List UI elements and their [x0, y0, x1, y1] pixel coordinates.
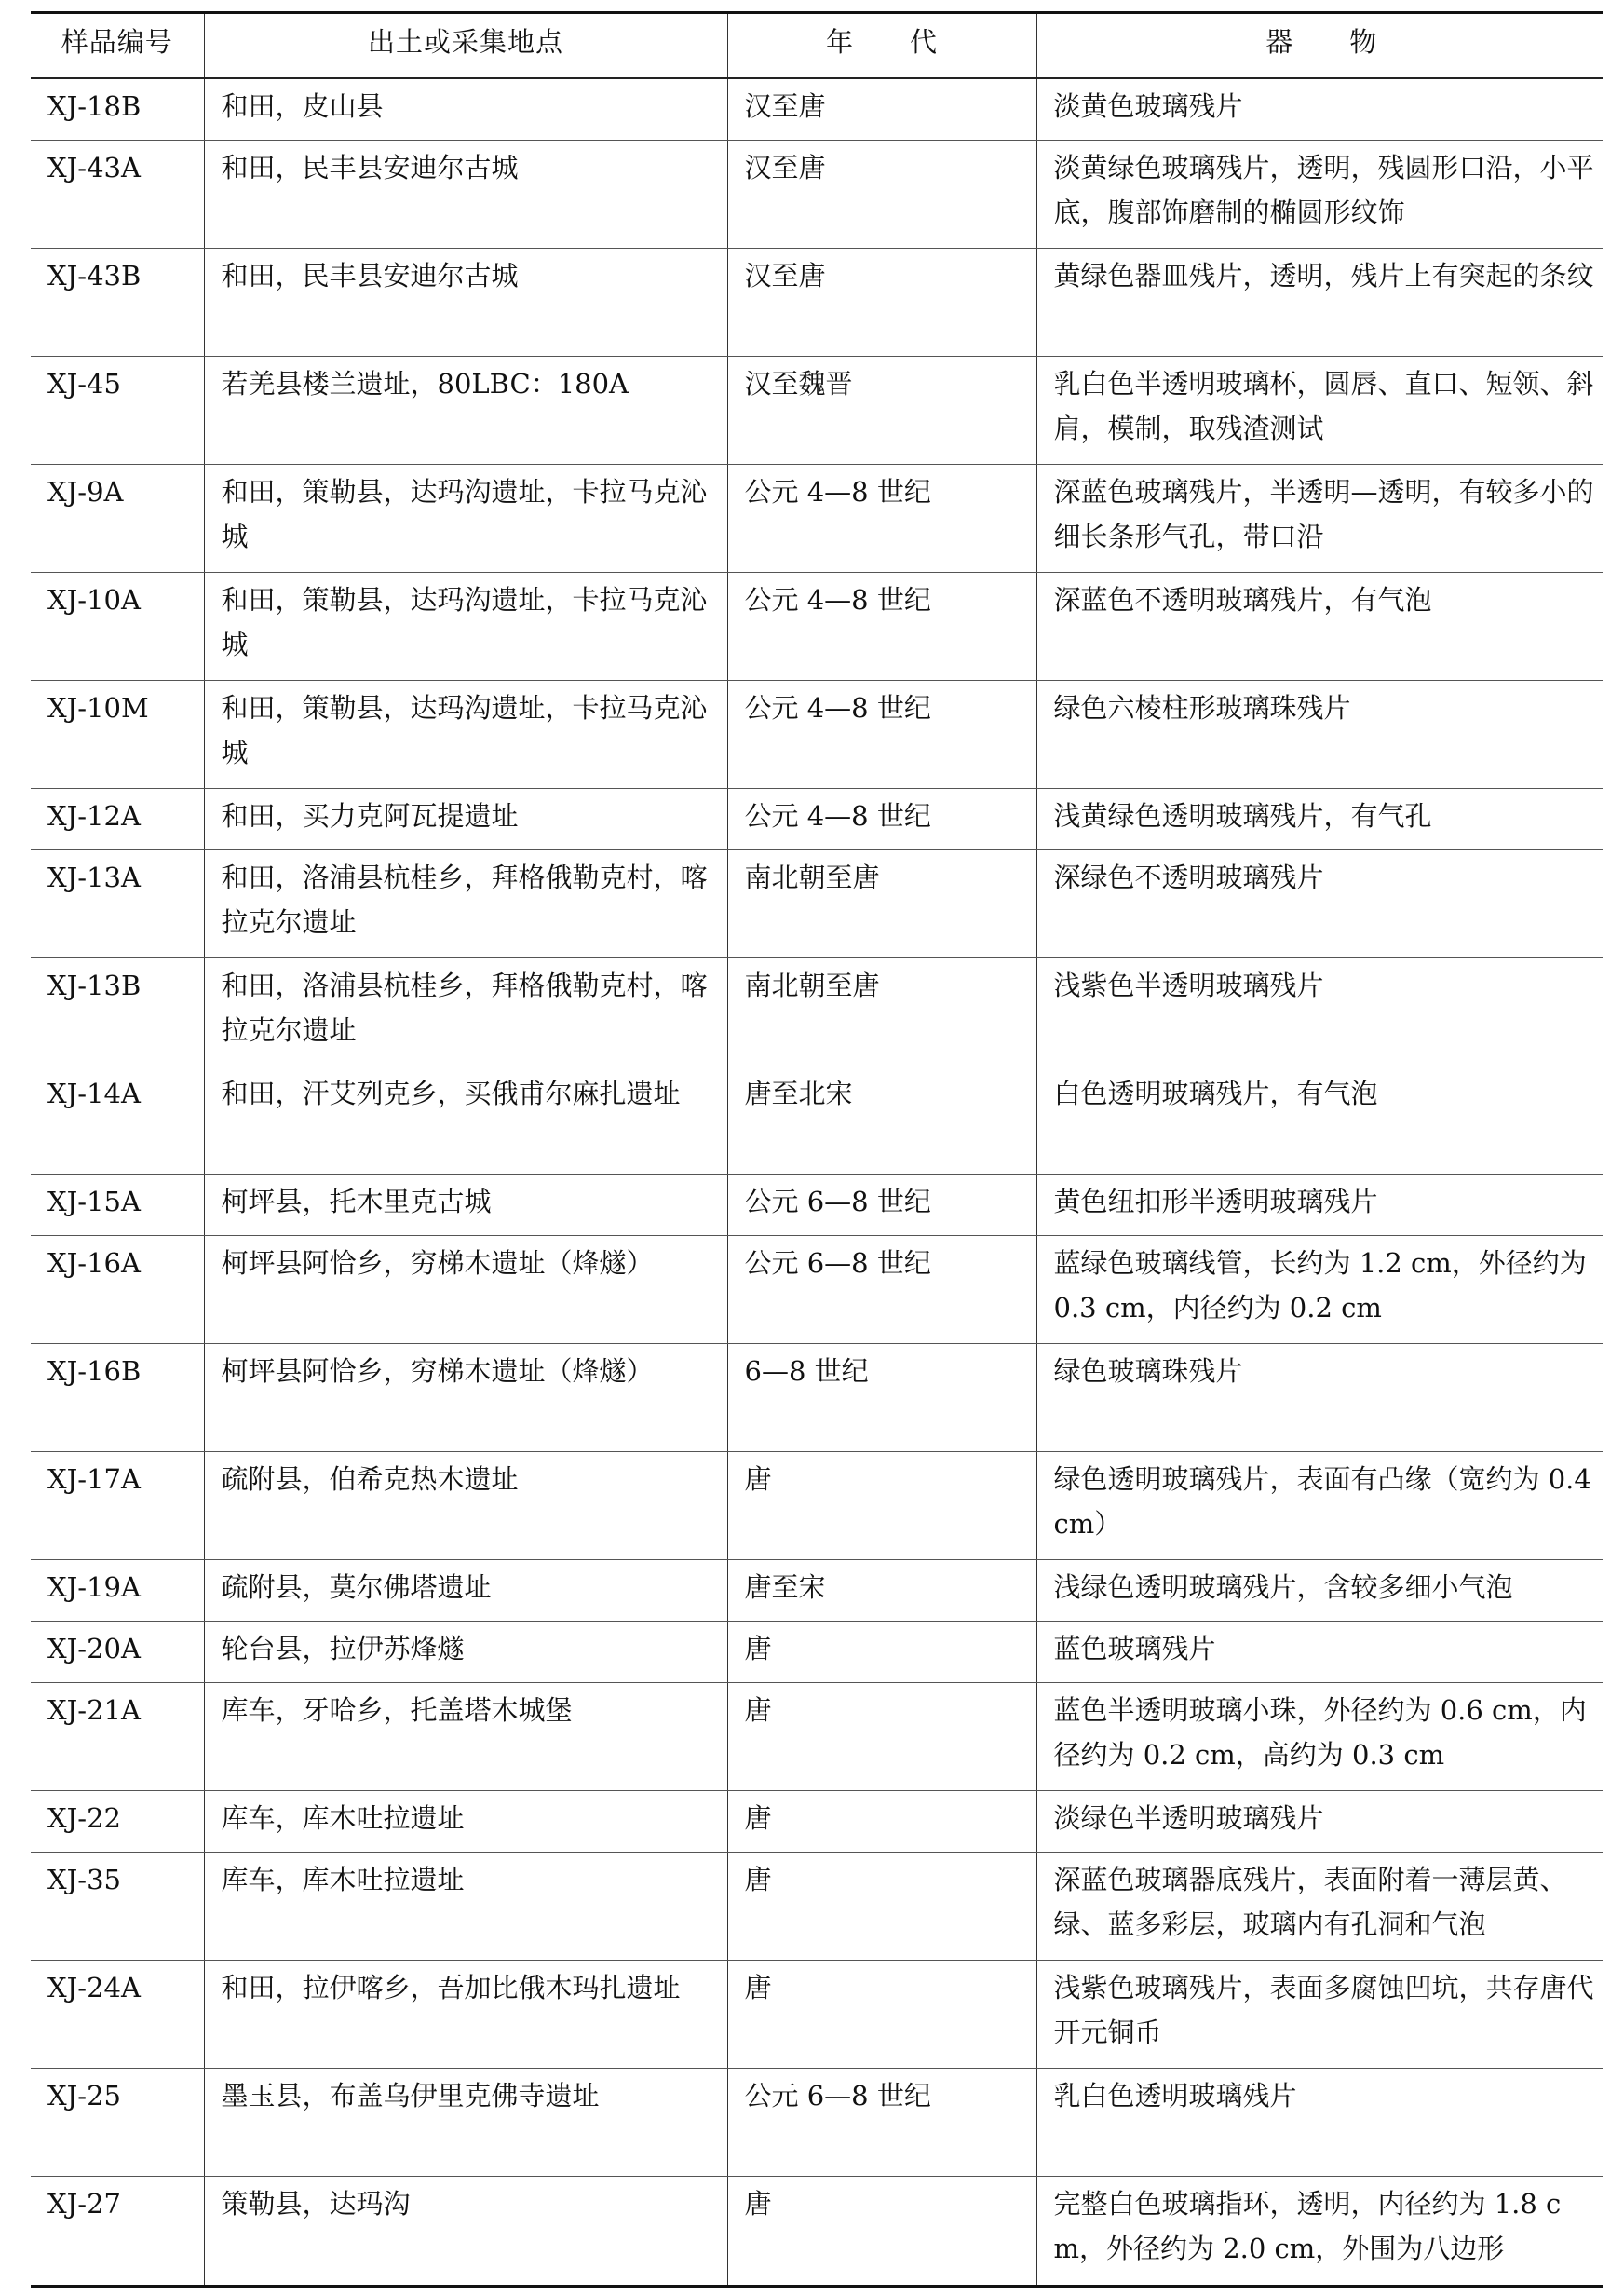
site-cell: 和田，策勒县，达玛沟遗址，卡拉马克沁城 [204, 464, 727, 572]
period-cell: 南北朝至唐 [727, 849, 1036, 957]
object-cell: 蓝色玻璃残片 [1036, 1621, 1603, 1682]
object-cell: 深蓝色玻璃器底残片，表面附着一薄层黄、绿、蓝多彩层，玻璃内有孔洞和气泡 [1036, 1852, 1603, 1960]
period-cell: 汉至魏晋 [727, 356, 1036, 464]
period-cell: 6—8 世纪 [727, 1343, 1036, 1451]
table-row [31, 2176, 1603, 2286]
site-cell: 库车，库木吐拉遗址 [204, 1790, 727, 1852]
table-row [31, 1235, 1603, 1343]
object-cell: 淡绿色半透明玻璃残片 [1036, 1790, 1603, 1852]
table-row [31, 78, 1603, 140]
period-cell: 唐至北宋 [727, 1066, 1036, 1174]
table-row [31, 1559, 1603, 1621]
table-row [31, 1174, 1603, 1235]
object-cell: 蓝色半透明玻璃小珠，外径约为 0.6 cm，内径约为 0.2 cm，高约为 0.3 cm [1036, 1682, 1603, 1790]
site-cell: 柯坪县阿恰乡，穷梯木遗址（烽燧） [204, 1235, 727, 1343]
period-cell: 汉至唐 [727, 248, 1036, 356]
sample-id-cell: XJ-35 [31, 1852, 204, 1960]
site-cell: 轮台县，拉伊苏烽燧 [204, 1621, 727, 1682]
object-cell: 乳白色透明玻璃残片 [1036, 2068, 1603, 2176]
period-cell: 南北朝至唐 [727, 957, 1036, 1066]
sample-id-cell: XJ-14A [31, 1066, 204, 1174]
object-cell: 浅紫色玻璃残片，表面多腐蚀凹坑，共存唐代开元铜币 [1036, 1960, 1603, 2068]
sample-id-cell: XJ-21A [31, 1682, 204, 1790]
object-cell: 白色透明玻璃残片，有气泡 [1036, 1066, 1603, 1174]
table-row [31, 1682, 1603, 1790]
site-cell: 和田，策勒县，达玛沟遗址，卡拉马克沁城 [204, 680, 727, 788]
sample-id-cell: XJ-12A [31, 788, 204, 849]
table-row [31, 1343, 1603, 1451]
site-cell: 和田，买力克阿瓦提遗址 [204, 788, 727, 849]
object-cell: 深绿色不透明玻璃残片 [1036, 849, 1603, 957]
site-cell: 和田，民丰县安迪尔古城 [204, 140, 727, 248]
table-row [31, 1621, 1603, 1682]
site-cell: 柯坪县，托木里克古城 [204, 1174, 727, 1235]
period-cell: 唐 [727, 1621, 1036, 1682]
sample-id-cell: XJ-18B [31, 78, 204, 140]
site-cell: 和田，拉伊喀乡，吾加比俄木玛扎遗址 [204, 1960, 727, 2068]
period-cell: 唐 [727, 1790, 1036, 1852]
period-cell: 唐 [727, 2176, 1036, 2286]
column-header-sample-id: 样品编号 [31, 13, 204, 79]
sample-id-cell: XJ-9A [31, 464, 204, 572]
sample-id-cell: XJ-15A [31, 1174, 204, 1235]
sample-id-cell: XJ-16A [31, 1235, 204, 1343]
object-cell: 淡黄绿色玻璃残片，透明，残圆形口沿，小平底，腹部饰磨制的椭圆形纹饰 [1036, 140, 1603, 248]
site-cell: 疏附县，伯希克热木遗址 [204, 1451, 727, 1559]
site-cell: 策勒县，达玛沟 [204, 2176, 727, 2286]
sample-id-cell: XJ-43B [31, 248, 204, 356]
period-cell: 唐至宋 [727, 1559, 1036, 1621]
period-cell: 唐 [727, 1960, 1036, 2068]
table-row [31, 356, 1603, 464]
sample-id-cell: XJ-22 [31, 1790, 204, 1852]
column-header-site: 出土或采集地点 [204, 13, 727, 79]
period-cell: 公元 4—8 世纪 [727, 788, 1036, 849]
period-cell: 公元 4—8 世纪 [727, 680, 1036, 788]
site-cell: 和田，洛浦县杭桂乡，拜格俄勒克村，喀拉克尔遗址 [204, 849, 727, 957]
table-row [31, 957, 1603, 1066]
period-cell: 唐 [727, 1852, 1036, 1960]
period-cell: 公元 6—8 世纪 [727, 2068, 1036, 2176]
period-cell: 汉至唐 [727, 78, 1036, 140]
site-cell: 和田，汗艾列克乡，买俄甫尔麻扎遗址 [204, 1066, 727, 1174]
object-cell: 绿色透明玻璃残片，表面有凸缘（宽约为 0.4 cm） [1036, 1451, 1603, 1559]
table-row [31, 464, 1603, 572]
site-cell: 墨玉县，布盖乌伊里克佛寺遗址 [204, 2068, 727, 2176]
sample-id-cell: XJ-27 [31, 2176, 204, 2286]
table-row [31, 849, 1603, 957]
object-cell: 完整白色玻璃指环，透明，内径约为 1.8 cm，外径约为 2.0 cm，外围为八边形 [1036, 2176, 1603, 2286]
sample-id-cell: XJ-13A [31, 849, 204, 957]
object-cell: 深蓝色不透明玻璃残片，有气泡 [1036, 572, 1603, 680]
sample-id-cell: XJ-16B [31, 1343, 204, 1451]
table-row [31, 2068, 1603, 2176]
site-cell: 和田，民丰县安迪尔古城 [204, 248, 727, 356]
sample-id-cell: XJ-24A [31, 1960, 204, 2068]
site-cell: 库车，库木吐拉遗址 [204, 1852, 727, 1960]
table-header [31, 13, 1603, 79]
table-row [31, 248, 1603, 356]
sample-id-cell: XJ-10M [31, 680, 204, 788]
site-cell: 和田，策勒县，达玛沟遗址，卡拉马克沁城 [204, 572, 727, 680]
table-row [31, 572, 1603, 680]
site-cell: 和田，洛浦县杭桂乡，拜格俄勒克村，喀拉克尔遗址 [204, 957, 727, 1066]
object-cell: 深蓝色玻璃残片，半透明—透明，有较多小的细长条形气孔，带口沿 [1036, 464, 1603, 572]
table-row [31, 1451, 1603, 1559]
site-cell: 疏附县，莫尔佛塔遗址 [204, 1559, 727, 1621]
table-row [31, 1852, 1603, 1960]
object-cell: 浅绿色透明玻璃残片，含较多细小气泡 [1036, 1559, 1603, 1621]
period-cell: 唐 [727, 1682, 1036, 1790]
header-row [31, 13, 1603, 79]
site-cell: 柯坪县阿恰乡，穷梯木遗址（烽燧） [204, 1343, 727, 1451]
sample-id-cell: XJ-45 [31, 356, 204, 464]
sample-id-cell: XJ-13B [31, 957, 204, 1066]
table-row [31, 1960, 1603, 2068]
object-cell: 黄色纽扣形半透明玻璃残片 [1036, 1174, 1603, 1235]
object-cell: 绿色玻璃珠残片 [1036, 1343, 1603, 1451]
period-cell: 汉至唐 [727, 140, 1036, 248]
table-row [31, 1790, 1603, 1852]
table-row [31, 1066, 1603, 1174]
glass-samples-table [31, 11, 1603, 2288]
object-cell: 绿色六棱柱形玻璃珠残片 [1036, 680, 1603, 788]
object-cell: 蓝绿色玻璃线管，长约为 1.2 cm，外径约为 0.3 cm，内径约为 0.2 cm [1036, 1235, 1603, 1343]
object-cell: 淡黄色玻璃残片 [1036, 78, 1603, 140]
period-cell: 公元 4—8 世纪 [727, 572, 1036, 680]
sample-id-cell: XJ-17A [31, 1451, 204, 1559]
sample-id-cell: XJ-19A [31, 1559, 204, 1621]
object-cell: 浅紫色半透明玻璃残片 [1036, 957, 1603, 1066]
object-cell: 乳白色半透明玻璃杯，圆唇、直口、短领、斜肩，模制，取残渣测试 [1036, 356, 1603, 464]
period-cell: 公元 6—8 世纪 [727, 1235, 1036, 1343]
site-cell: 若羌县楼兰遗址，80LBC：180A [204, 356, 727, 464]
table-body [31, 78, 1603, 2286]
period-cell: 公元 6—8 世纪 [727, 1174, 1036, 1235]
column-header-object: 器 物 [1036, 13, 1603, 79]
site-cell: 和田，皮山县 [204, 78, 727, 140]
table-row [31, 788, 1603, 849]
period-cell: 唐 [727, 1451, 1036, 1559]
object-cell: 浅黄绿色透明玻璃残片，有气孔 [1036, 788, 1603, 849]
sample-id-cell: XJ-43A [31, 140, 204, 248]
site-cell: 库车，牙哈乡，托盖塔木城堡 [204, 1682, 727, 1790]
period-cell: 公元 4—8 世纪 [727, 464, 1036, 572]
column-header-period: 年 代 [727, 13, 1036, 79]
object-cell: 黄绿色器皿残片，透明，残片上有突起的条纹 [1036, 248, 1603, 356]
sample-id-cell: XJ-20A [31, 1621, 204, 1682]
sample-id-cell: XJ-25 [31, 2068, 204, 2176]
sample-id-cell: XJ-10A [31, 572, 204, 680]
table-row [31, 140, 1603, 248]
table-row [31, 680, 1603, 788]
